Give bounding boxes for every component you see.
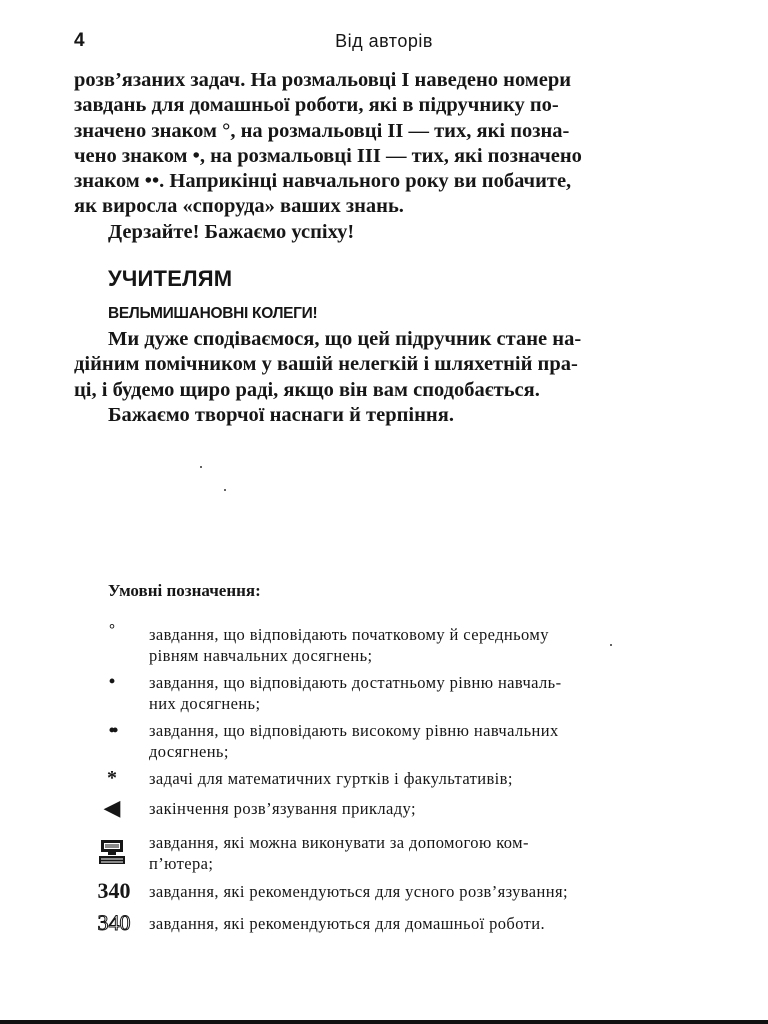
teachers-text <box>74 327 692 428</box>
legend-text <box>149 913 689 934</box>
scan-speck <box>610 644 612 646</box>
legend-line: завдання, що відповідають достатньому рівню навчаль- <box>149 673 562 692</box>
bottom-edge <box>0 1020 768 1024</box>
students-text <box>74 68 692 245</box>
legend-line: них досягнень; <box>149 694 261 713</box>
legend-line: завдання, які рекомендуються для домашньої роботи. <box>149 914 546 933</box>
text-line: дійним помічником у вашій нелегкій і шляхетній пра- <box>74 353 578 376</box>
dot-icon: • <box>108 671 116 691</box>
text-line: розв’язаних задач. На розмальовці I наведено номери <box>74 69 572 91</box>
section-heading: УЧИТЕЛЯМ <box>108 266 233 291</box>
legend-text <box>149 832 689 874</box>
legend-line: рівням навчальних досягнень; <box>149 646 373 665</box>
outline-number-icon: 340 <box>97 910 131 935</box>
text-line: значено знаком °, на розмальовці II — тих, які позна- <box>74 119 570 142</box>
legend-text <box>149 720 689 762</box>
text-line: Ми дуже сподіваємося, що цей підручник стане на- <box>108 328 582 350</box>
salutation: ВЕЛЬМИШАНОВНІ КОЛЕГИ! <box>108 305 318 322</box>
running-head: Від авторів <box>335 31 433 51</box>
legend-title: Умовні позначення: <box>108 581 261 600</box>
asterisk-icon: * <box>107 767 117 789</box>
double-dot-icon: •• <box>108 720 116 740</box>
legend-text <box>149 798 689 819</box>
legend-text <box>149 672 689 714</box>
page-number: 4 <box>74 30 85 51</box>
triangle-left-icon: ◀ <box>103 795 121 820</box>
closing-line: Дерзайте! Бажаємо успіху! <box>108 220 355 243</box>
computer-icon <box>86 840 138 873</box>
legend-line: закінчення розв’язування прикладу; <box>149 799 416 818</box>
legend-text <box>149 624 689 666</box>
legend-line: досягнень; <box>149 742 229 761</box>
legend-text <box>149 881 689 902</box>
scan-speck <box>224 489 226 491</box>
text-line: знаком ••. Наприкінці навчального року ви побачите, <box>74 170 572 193</box>
computer-icon-graphic <box>99 840 125 868</box>
bold-number-icon: 340 <box>97 878 131 903</box>
legend-line: задачі для математичних гуртків і факультативів; <box>149 769 513 788</box>
text-line: чено знаком •, на розмальовці III — тих, які позначено <box>74 144 582 167</box>
legend-text <box>149 768 689 789</box>
text-line: завдань для домашньої роботи, які в підручнику по- <box>74 94 559 117</box>
scan-speck <box>200 466 202 468</box>
text-line: як виросла «споруда» ваших знань. <box>74 195 404 218</box>
legend-line: завдання, які рекомендуються для усного розв’язування; <box>149 882 568 901</box>
legend-line: завдання, що відповідають високому рівню навчальних <box>149 721 559 740</box>
legend-line: п’ютера; <box>149 854 214 873</box>
text-line: ці, і будемо щиро раді, якщо він вам сподобається. <box>74 378 540 401</box>
circle-small-icon: ° <box>109 622 115 638</box>
legend-line: завдання, що відповідають початковому й середньому <box>149 625 549 644</box>
wish-line: Бажаємо творчої наснаги й терпіння. <box>108 403 454 426</box>
legend-line: завдання, які можна виконувати за допомогою ком- <box>149 833 529 852</box>
